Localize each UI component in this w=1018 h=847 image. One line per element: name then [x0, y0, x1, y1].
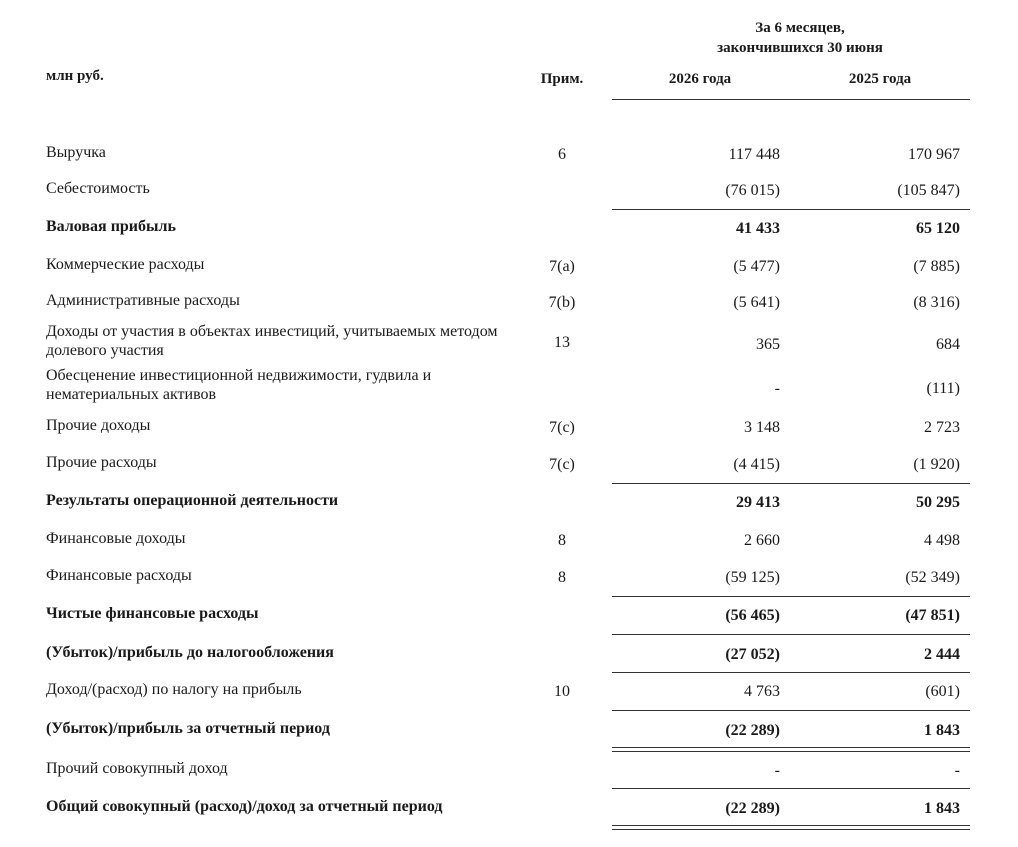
row-label: Валовая прибыль — [46, 218, 176, 235]
subtotal-rule — [612, 710, 970, 711]
row-value-2026: - — [774, 380, 780, 397]
row-value-2025: 2 444 — [924, 646, 960, 663]
row-note: 7(b) — [548, 294, 576, 311]
row-label: Прочие расходы — [46, 454, 157, 471]
row-value-2026: 3 148 — [744, 419, 780, 436]
row-label: Общий совокупный (расход)/доход за отчетный период — [46, 798, 443, 815]
year2-column-header: 2025 года — [848, 71, 912, 87]
row-value-2025: (1 920) — [913, 456, 960, 473]
subtotal-rule — [612, 634, 970, 635]
row-note: 7(c) — [549, 419, 575, 436]
row-value-2025: 4 498 — [924, 532, 960, 549]
double-rule — [612, 747, 970, 752]
subtotal-rule — [612, 209, 970, 210]
row-label: Результаты операционной деятельности — [46, 492, 339, 509]
subtotal-rule — [612, 788, 970, 789]
row-label: (Убыток)/прибыль до налогообложения — [46, 644, 334, 661]
row-label: Доход/(расход) по налогу на прибыль — [46, 681, 302, 698]
row-note: 7(c) — [549, 456, 575, 473]
subtotal-rule — [612, 483, 970, 484]
row-label: Прочие доходы — [46, 417, 151, 434]
row-label: Административные расходы — [46, 292, 240, 309]
double-rule — [612, 825, 970, 830]
subtotal-rule — [612, 672, 970, 673]
note-column-header: Прим. — [540, 71, 584, 87]
row-value-2026: (56 465) — [725, 607, 780, 624]
row-value-2026: - — [774, 762, 780, 779]
row-label: Выручка — [46, 144, 106, 161]
row-label: Коммерческие расходы — [46, 256, 205, 273]
row-label: Чистые финансовые расходы — [46, 605, 259, 622]
row-value-2026: 117 448 — [728, 146, 780, 163]
row-value-2026: (4 415) — [733, 456, 780, 473]
row-value-2026: 365 — [756, 336, 780, 353]
row-value-2026: 41 433 — [736, 220, 780, 237]
row-value-2025: 2 723 — [924, 419, 960, 436]
row-label: Финансовые расходы — [46, 567, 192, 584]
row-value-2025: 50 295 — [916, 494, 960, 511]
row-value-2026: (5 477) — [733, 258, 780, 275]
row-label: Прочий совокупный доход — [46, 760, 228, 777]
row-note: 7(a) — [549, 258, 575, 275]
row-value-2025: (47 851) — [905, 607, 960, 624]
row-value-2025: 1 843 — [924, 722, 960, 739]
row-label: (Убыток)/прибыль за отчетный период — [46, 720, 330, 737]
row-label: Себестоимость — [46, 180, 150, 197]
row-value-2025: (8 316) — [913, 294, 960, 311]
row-note: 6 — [558, 146, 566, 163]
row-value-2026: (22 289) — [725, 800, 780, 817]
row-value-2026: 4 763 — [744, 683, 780, 700]
row-note: 8 — [558, 532, 566, 549]
row-label: Доходы от участия в объектах инвестиций, учитываемых методом долевого участия — [46, 323, 498, 359]
row-value-2026: (27 052) — [725, 646, 780, 663]
row-value-2025: (52 349) — [905, 569, 960, 586]
row-value-2025: (7 885) — [913, 258, 960, 275]
row-value-2025: 170 967 — [908, 146, 960, 163]
row-value-2025: (111) — [926, 380, 960, 397]
row-value-2026: 2 660 — [744, 532, 780, 549]
subtotal-rule — [612, 596, 970, 597]
row-label: Обесценение инвестиционной недвижимости, гудвила и нематериальных активов — [46, 367, 432, 403]
row-value-2026: (59 125) — [725, 569, 780, 586]
header-rule — [612, 99, 970, 100]
row-note: 13 — [554, 334, 570, 351]
row-value-2026: 29 413 — [736, 494, 780, 511]
row-value-2025: 65 120 — [916, 220, 960, 237]
row-value-2026: (5 641) — [733, 294, 780, 311]
period-heading-line2: закончившихся 30 июня — [717, 40, 883, 56]
row-value-2025: (601) — [925, 683, 960, 700]
period-heading-line1: За 6 месяцев, — [755, 20, 845, 36]
row-note: 8 — [558, 569, 566, 586]
row-value-2025: (105 847) — [897, 182, 960, 199]
year1-column-header: 2026 года — [668, 71, 732, 87]
row-value-2025: 1 843 — [924, 800, 960, 817]
row-value-2025: - — [954, 762, 960, 779]
unit-label: млн руб. — [46, 68, 104, 84]
row-value-2025: 684 — [936, 336, 960, 353]
row-label: Финансовые доходы — [46, 530, 186, 547]
row-note: 10 — [554, 683, 570, 700]
row-value-2026: (76 015) — [725, 182, 780, 199]
row-value-2026: (22 289) — [725, 722, 780, 739]
